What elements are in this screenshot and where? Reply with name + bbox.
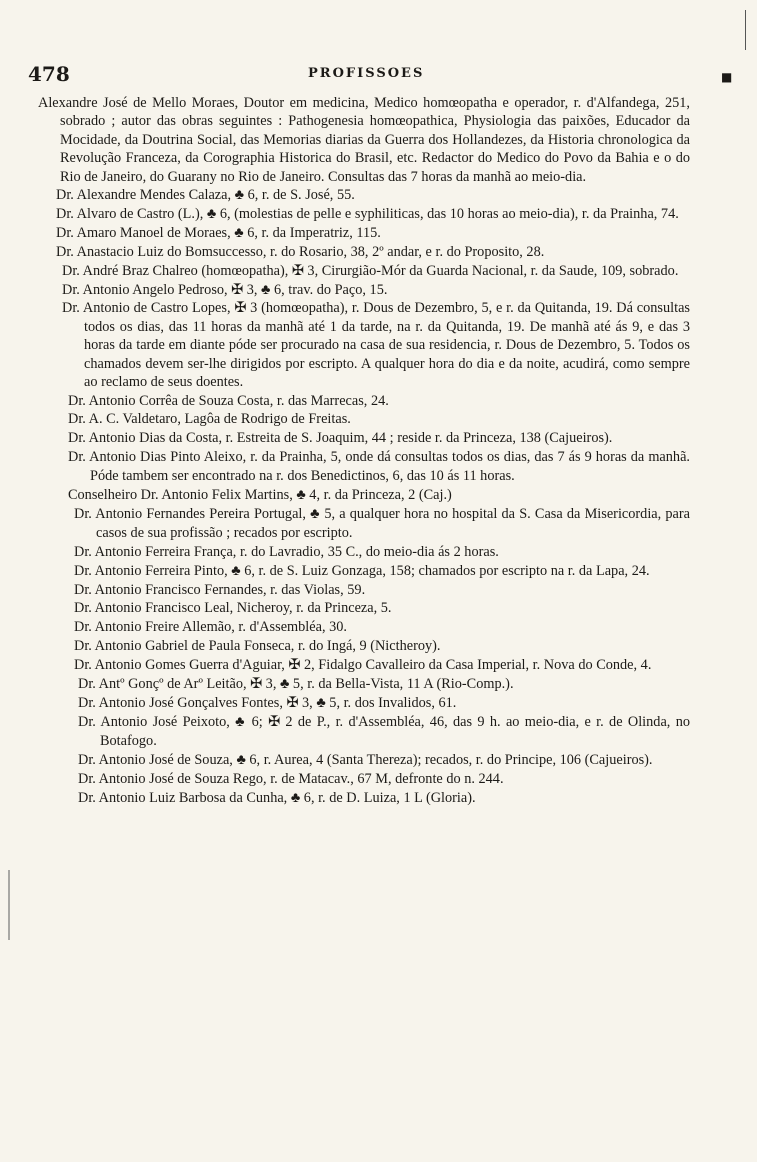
directory-entries [38, 94, 690, 807]
entry: Dr. Alexandre Mendes Calaza, ♣ 6, r. de S. José, 55. [56, 187, 355, 204]
entry: Dr. Antonio José Gonçalves Fontes, ✠ 3, ♣ 5, r. dos Invalidos, 61. [78, 695, 457, 711]
entry: Dr. Antonio Dias Pinto Aleixo, r. da Prainha, 5, onde dá consultas todos os dias, das 7 ás 9 horas da manhã. Póde tambem ser encontrado na r. dos Benedictinos, 6, das 10 ás 11 horas. [68, 449, 690, 485]
entry: Dr. Antonio Francisco Fernandes, r. das Violas, 59. [74, 581, 366, 598]
margin-rule [745, 10, 746, 50]
entry: Dr. A. C. Valdetaro, Lagôa de Rodrigo de Freitas. [68, 411, 351, 428]
entry: Dr. Anastacio Luiz do Bomsuccesso, r. do Rosario, 38, 2º andar, e r. do Proposito, 28. [56, 243, 545, 260]
entry: Dr. Antonio Francisco Leal, Nicheroy, r. da Princeza, 5. [74, 600, 392, 617]
entry: Dr. Antonio Corrêa de Souza Costa, r. das Marrecas, 24. [68, 392, 389, 409]
entry: Dr. Antonio Gabriel de Paula Fonseca, r. do Ingá, 9 (Nictheroy). [74, 638, 441, 655]
entry: Dr. Antonio José de Souza, ♣ 6, r. Aurea, 4 (Santa Thereza); recados, r. do Principe, 106 (Cajueiros). [78, 751, 653, 768]
entry: Dr. Antº Gonçº de Arº Leitão, ✠ 3, ♣ 5, r. da Bella-Vista, 11 A (Rio-Comp.). [78, 676, 514, 693]
entry: Dr. Antonio Ferreira França, r. do Lavradio, 35 C., do meio-dia ás 2 horas. [74, 543, 499, 560]
entry: Dr. Antonio Gomes Guerra d'Aguiar, ✠ 2, Fidalgo Cavalleiro da Casa Imperial, r. Nova do Conde, 4. [74, 657, 652, 674]
entry: Alexandre José de Mello Moraes, Doutor em medicina, Medico homœopatha e operador, r. d'Alfandega, 251, sobrado ; autor das obras seguintes : Pathogenesia homœopathica, Physiologia das paixões, Educador da Mocidade, da Doutrina Social, das Memorias diarias da Guerra dos Hollandezes, da Historia chronologica da Revolução Franceza, da Corographia Historica do Brasil, etc. Redactor do Medico do Povo da Bahia e o do Rio de Janeiro, do Guarany no Rio de Janeiro. Consultas das 7 horas da manhã ao meio-dia. [38, 95, 690, 185]
entry: Dr. Alvaro de Castro (L.), ♣ 6, (molestias de pelle e syphiliticas, das 10 horas ao meio-dia), r. da Prainha, 74. [56, 205, 679, 222]
entry: Dr. Antonio Luiz Barbosa da Cunha, ♣ 6, r. de D. Luiza, 1 L (Gloria). [78, 789, 476, 806]
entry: Dr. Antonio Freire Allemão, r. d'Assembléa, 30. [74, 619, 347, 636]
entry: Dr. Antonio Dias da Costa, r. Estreita de S. Joaquim, 44 ; reside r. da Princeza, 138 (Cajueiros). [68, 430, 613, 447]
entry: Dr. Antonio Angelo Pedroso, ✠ 3, ♣ 6, trav. do Paço, 15. [62, 281, 388, 298]
margin-stain [8, 870, 24, 940]
page-number: 478 [28, 62, 70, 86]
running-head: PROFISSOES [308, 66, 425, 81]
header-mark: ■ [721, 70, 733, 84]
entry: Dr. Antonio José de Souza Rego, r. de Matacav., 67 M, defronte do n. 244. [78, 770, 504, 787]
entry: Conselheiro Dr. Antonio Felix Martins, ♣ 4, r. da Princeza, 2 (Caj.) [68, 487, 452, 504]
entry: Dr. Antonio Fernandes Pereira Portugal, ♣ 5, a qualquer hora no hospital da S. Casa da Misericordia, para casos de sua profissão ; recados por escripto. [74, 505, 690, 541]
entry: Dr. Antonio José Peixoto, ♣ 6; ✠ 2 de P., r. d'Assembléa, 46, das 9 h. ao meio-dia, e r. de Olinda, no Botafogo. [78, 713, 690, 749]
entry: Dr. Antonio de Castro Lopes, ✠ 3 (homœopatha), r. Dous de Dezembro, 5, e r. da Quitanda, 19. Dá consultas todos os dias, das 11 horas da manhã até 1 da tarde, na r. da Quitanda, 19. De manhã até ás 9, e das 3 horas da tarde em diante póde ser procurado na casa de sua residencia, r. Dous de Dezembro, 5. Todos os chamados devem ser-lhe dirigidos por escripto. A qualquer hora do dia e da noite, acudirá, como sempre ao reclamo de seus doentes. [62, 300, 690, 391]
entry: Dr. Antonio Ferreira Pinto, ♣ 6, r. de S. Luiz Gonzaga, 158; chamados por escripto na r. da Lapa, 24. [74, 562, 650, 579]
entry: Dr. Amaro Manoel de Moraes, ♣ 6, r. da Imperatriz, 115. [56, 224, 381, 241]
entry: Dr. André Braz Chalreo (homœopatha), ✠ 3, Cirurgião-Mór da Guarda Nacional, r. da Saude, 109, sobrado. [62, 262, 679, 279]
page-header [28, 62, 733, 90]
